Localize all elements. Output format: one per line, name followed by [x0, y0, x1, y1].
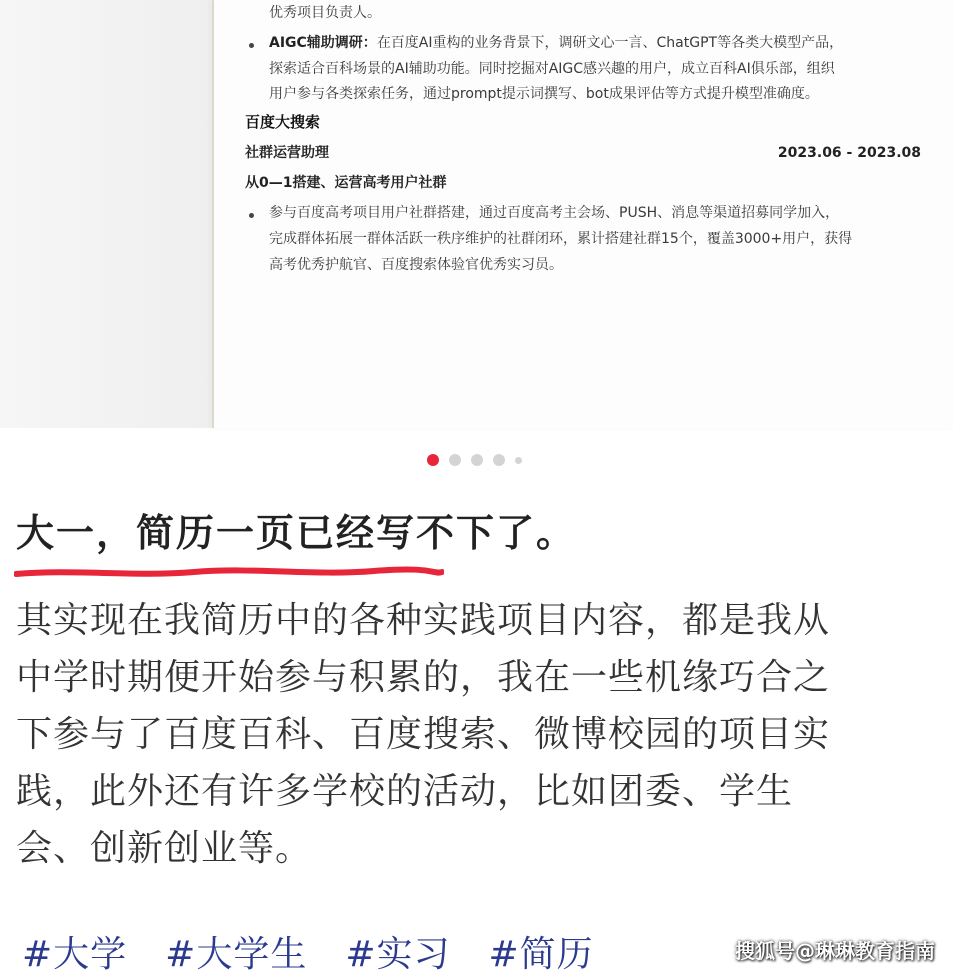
resume-role: 社群运营助理 — [245, 145, 329, 161]
post-title: 大一，简历一页已经写不下了。 — [16, 511, 577, 555]
hashtag-list — [22, 926, 594, 970]
resume-line: 参与百度高考项目用户社群搭建，通过百度高考主会场、PUSH、消息等渠道招募同学加入， — [269, 205, 840, 221]
red-underline-mark — [14, 566, 444, 580]
resume-image[interactable] — [0, 0, 953, 428]
body-line: 下参与了百度百科、百度搜索、微博校园的项目实 — [16, 714, 831, 755]
body-line: 中学时期便开始参与积累的，我在一些机缘巧合之 — [16, 657, 831, 698]
body-line: 会、创新创业等。 — [16, 828, 313, 869]
carousel-dot[interactable] — [471, 454, 483, 466]
resume-background — [0, 0, 210, 428]
hashtag-link[interactable]: #大学生 — [165, 934, 308, 970]
resume-line: AIGC辅助调研：在百度AI重构的业务背景下，调研文心一言、ChatGPT等各类大模型产品， — [269, 35, 844, 51]
resume-line: 完成群体拓展一群体活跃一秩序维护的社群闭环，累计搭建社群15个，覆盖3000+用户，获得 — [269, 231, 853, 247]
bullet-icon — [249, 43, 254, 48]
resume-line: 优秀项目负责人。 — [269, 5, 381, 21]
carousel-dot-active[interactable] — [427, 454, 439, 466]
carousel-dot[interactable] — [515, 457, 522, 464]
resume-line: 探索适合百科场景的AI辅助功能。同时挖掘对AIGC感兴趣的用户，成立百科AI俱乐部，组织 — [269, 61, 835, 77]
bullet-icon — [249, 213, 254, 218]
resume-line: 用户参与各类探索任务，通过prompt提示词撰写、bot成果评估等方式提升模型准确度。 — [269, 86, 819, 102]
watermark: 搜狐号@琳琳教育指南 — [735, 939, 935, 963]
post-body — [16, 592, 941, 877]
resume-subtitle: 从0—1搭建、运营高考用户社群 — [245, 175, 447, 191]
resume-section-title: 百度大搜索 — [245, 113, 321, 131]
resume-role-dates: 2023.06 - 2023.08 — [777, 145, 921, 161]
carousel-dot[interactable] — [449, 454, 461, 466]
body-line: 其实现在我简历中的各种实践项目内容，都是我从 — [16, 600, 831, 641]
resume-line: 高考优秀护航官、百度搜索体验官优秀实习员。 — [269, 257, 563, 273]
hashtag-link[interactable]: #简历 — [488, 934, 594, 970]
hashtag-link[interactable]: #大学 — [22, 934, 128, 970]
carousel-indicator — [427, 454, 522, 466]
body-line: 践，此外还有许多学校的活动，比如团委、学生 — [16, 771, 794, 812]
carousel-dot[interactable] — [493, 454, 505, 466]
hashtag-link[interactable]: #实习 — [345, 934, 451, 970]
